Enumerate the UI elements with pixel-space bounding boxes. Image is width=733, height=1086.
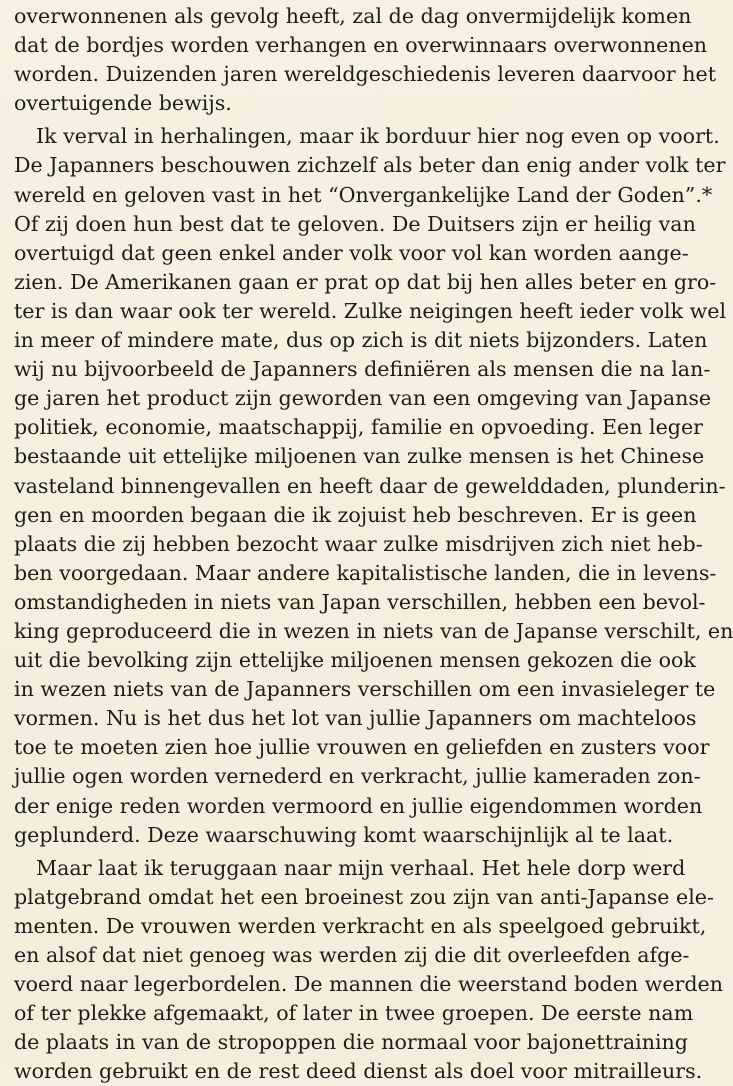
text-line: Of zij doen hun best dat te geloven. De Duitsers zijn er heilig van	[14, 211, 696, 236]
text-line: geplunderd. Deze waarschuwing komt waarschijnlijk al te laat.	[14, 822, 674, 847]
text-line: der enige reden worden vermoord en jullie eigendommen worden	[14, 793, 703, 818]
paragraph	[14, 854, 724, 1086]
text-line: toe te moeten zien hoe jullie vrouwen en geliefden en zusters voor	[14, 735, 710, 760]
text-line: of ter plekke afgemaakt, of later in twee groepen. De eerste nam	[14, 1001, 694, 1026]
text-line: uit die bevolking zijn ettelijke miljoenen mensen gekozen die ook	[14, 648, 696, 673]
text-line: ter is dan waar ook ter wereld. Zulke neigingen heeft ieder volk wel	[14, 298, 727, 323]
paragraph	[14, 122, 733, 849]
text-line: ge jaren het product zijn geworden van een omgeving van Japanse	[14, 386, 712, 411]
text-line: omstandigheden in niets van Japan verschillen, hebben een bevol-	[14, 589, 706, 614]
text-line: wereld en geloven vast in het “Onvergankelijke Land der Goden”.*	[14, 182, 713, 207]
text-line: politiek, economie, maatschappij, familie en opvoeding. Een leger	[14, 415, 704, 440]
text-line: zien. De Amerikanen gaan er prat op dat bij hen alles beter en gro-	[14, 269, 717, 294]
text-line: Maar laat ik teruggaan naar mijn verhaal. Het hele dorp werd	[36, 855, 686, 880]
text-line: ben voorgedaan. Maar andere kapitalistische landen, die in levens-	[14, 560, 717, 585]
text-line: voerd naar legerbordelen. De mannen die weerstand boden werden	[14, 972, 724, 997]
text-line: overtuigd dat geen enkel ander volk voor vol kan worden aange-	[14, 240, 689, 265]
text-line: king geproduceerd die in wezen in niets van de Japanse verschilt, en	[14, 618, 733, 643]
text-line: overtuigende bewijs.	[14, 91, 232, 116]
text-body	[14, 2, 733, 1086]
text-line: vasteland binnengevallen en heeft daar de gewelddaden, plunderin-	[14, 473, 726, 498]
text-line: wij nu bijvoorbeeld de Japanners definiëren als mensen die na lan-	[14, 357, 711, 382]
text-line: de plaats in van de stropoppen die normaal voor bajonettraining	[14, 1030, 688, 1055]
text-line: overwonnenen als gevolg heeft, zal de dag onvermijdelijk komen	[14, 4, 692, 28]
text-line: in meer of mindere mate, dus op zich is dit niets bijzonders. Laten	[14, 328, 708, 353]
text-line: vormen. Nu is het dus het lot van jullie Japanners om machteloos	[14, 706, 697, 731]
text-line: dat de bordjes worden verhangen en overwinnaars overwonnenen	[14, 33, 708, 58]
text-line: Ik verval in herhalingen, maar ik borduur hier nog even op voort.	[36, 124, 720, 149]
text-line: plaats die zij hebben bezocht waar zulke misdrijven zich niet heb-	[14, 531, 703, 556]
text-line: De Japanners beschouwen zichzelf als beter dan enig ander volk ter	[14, 153, 726, 178]
text-line: menten. De vrouwen werden verkracht en als speelgoed gebruikt,	[14, 913, 707, 938]
text-line: gen en moorden begaan die ik zojuist heb beschreven. Er is geen	[14, 502, 697, 527]
text-line: in wezen niets van de Japanners verschillen om een invasieleger te	[14, 677, 716, 702]
text-line: platgebrand omdat het een broeinest zou zijn van anti-Japanse ele-	[14, 884, 714, 909]
text-line: worden gebruikt en de rest deed dienst als doel voor mitrailleurs.	[14, 1059, 703, 1084]
text-line: jullie ogen worden vernederd en verkracht, jullie kameraden zon-	[14, 764, 701, 789]
text-line: bestaande uit ettelijke miljoenen van zulke mensen is het Chinese	[14, 444, 705, 469]
paragraph	[14, 2, 716, 118]
text-line: en alsof dat niet genoeg was werden zij die dit overleefden afge-	[14, 943, 690, 967]
text-line: worden. Duizenden jaren wereldgeschiedenis leveren daarvoor het	[14, 62, 716, 87]
